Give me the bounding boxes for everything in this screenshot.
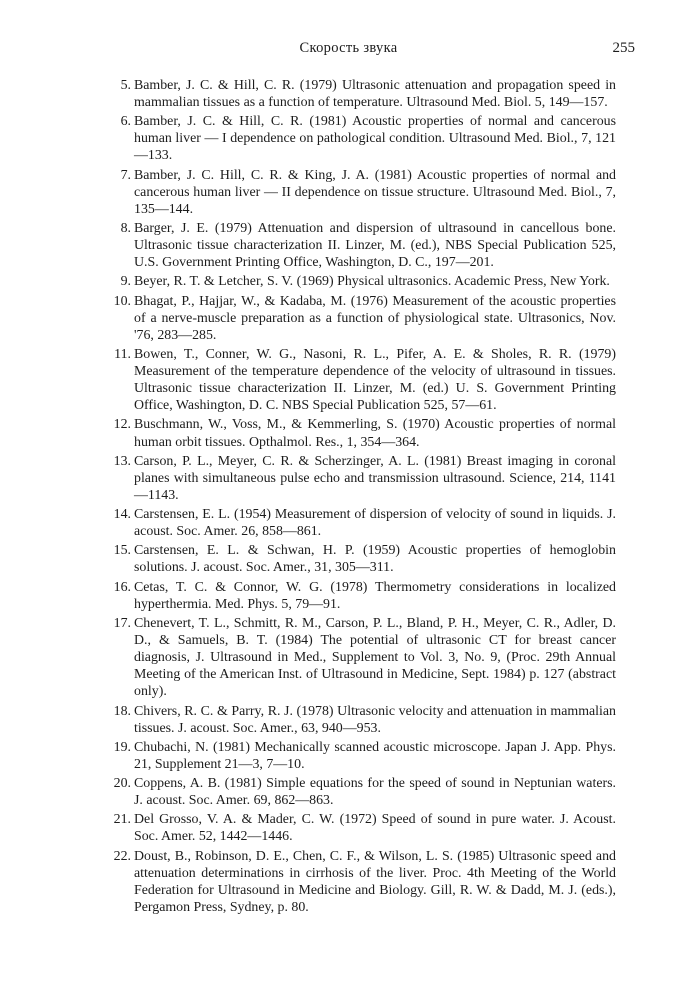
reference-number: 13. (113, 453, 131, 469)
reference-item (0, 579, 616, 613)
reference-text: Bamber, J. C. Hill, C. R. & King, J. A. (1981) Acoustic properties of normal and cancerous human liver — II dependence on tissue structure. Ultrasound Med. Biol., 7, 135—144. (134, 167, 616, 217)
reference-text: Doust, B., Robinson, D. E., Chen, C. F., & Wilson, L. S. (1985) Ultrasonic speed and attenuation determinations in cirrhosis of the liver. Proc. 4th Meeting of the World Federation for Ultrasound in Medicine and Biology. Gill, R. W. & Dadd, M. J. (eds.), Pergamon Press, Sydney, p. 80. (134, 848, 616, 915)
reference-item (0, 113, 616, 164)
reference-number: 5. (120, 78, 131, 93)
page-number: 255 (612, 40, 635, 56)
reference-item (0, 506, 616, 540)
reference-item (0, 416, 616, 450)
reference-item (0, 77, 616, 111)
reference-item (0, 167, 616, 218)
reference-number: 20. (113, 776, 131, 792)
reference-text: Chubachi, N. (1981) Mechanically scanned acoustic microscope. Japan J. App. Phys. 21, Supplement 21—3, 7—10. (134, 739, 616, 772)
reference-item (0, 453, 616, 504)
reference-number: 9. (120, 274, 131, 290)
reference-text: Del Grosso, V. A. & Mader, C. W. (1972) Speed of sound in pure water. J. Acoust. Soc. Amer. 52, 1442—1446. (134, 812, 616, 845)
reference-number: 18. (113, 703, 131, 719)
reference-text: Bhagat, P., Hajjar, W., & Kadaba, M. (1976) Measurement of the acoustic properties of a nerve-muscle preparation as a function of physiological state. Ultrasonics, Nov. '76, 283—285. (134, 293, 616, 343)
reference-item (0, 220, 616, 271)
reference-item (0, 542, 616, 576)
reference-number: 22. (113, 848, 131, 864)
reference-item (0, 615, 616, 700)
reference-number: 14. (113, 507, 131, 523)
reference-number: 21. (113, 812, 131, 828)
reference-item (0, 703, 616, 737)
running-title: Скорость звука (299, 40, 398, 56)
reference-number: 12. (113, 417, 131, 433)
reference-text: Chivers, R. C. & Parry, R. J. (1978) Ultrasonic velocity and attenuation in mammalian tissues. J. acoust. Soc. Amer., 63, 940—953. (134, 703, 616, 736)
reference-list (0, 77, 697, 918)
reference-text: Chenevert, T. L., Schmitt, R. M., Carson, P. L., Bland, P. H., Meyer, C. R., Adler, D. D., & Samuels, B. T. (1984) The potential of ultrasonic CT for breast cancer diagnosis, J. Ultrasound in Med., Supplement to Vol. 3, No. 9, (Proc. 29th Annual Meeting of the American Inst. of Ultrasound in Medicine, Sept. 1984) p. 127 (abstract only). (134, 615, 616, 700)
reference-item (0, 775, 616, 809)
reference-item (0, 739, 616, 773)
reference-text: Beyer, R. T. & Letcher, S. V. (1969) Physical ultrasonics. Academic Press, New York. (134, 274, 610, 290)
reference-item (0, 848, 616, 916)
reference-text: Carson, P. L., Meyer, C. R. & Scherzinger, A. L. (1981) Breast imaging in coronal planes with simultaneous pulse echo and transmission ultrasound. Science, 214, 1141—1143. (134, 453, 616, 503)
reference-number: 15. (113, 543, 131, 559)
reference-text: Coppens, A. B. (1981) Simple equations for the speed of sound in Neptunian waters. J. acoust. Soc. Amer. 69, 862—863. (134, 776, 616, 809)
reference-item (0, 293, 616, 344)
reference-number: 10. (113, 293, 131, 309)
reference-item (0, 273, 616, 290)
reference-text: Barger, J. E. (1979) Attenuation and dispersion of ultrasound in cancellous bone. Ultrasonic tissue characterization II. Linzer, M. (ed.), NBS Special Publication 525, U.S. Government Printing Office, Washington, D. C., 197—201. (134, 221, 616, 271)
reference-number: 8. (120, 221, 131, 237)
reference-text: Carstensen, E. L. & Schwan, H. P. (1959) Acoustic properties of hemoglobin solutions. J. acoust. Soc. Amer., 31, 305—311. (134, 543, 616, 576)
reference-item (0, 811, 616, 845)
reference-number: 6. (120, 114, 131, 130)
reference-number: 11. (114, 346, 131, 362)
reference-number: 7. (120, 167, 131, 183)
reference-text: Cetas, T. C. & Connor, W. G. (1978) Thermometry considerations in localized hyperthermia. Med. Phys. 5, 79—91. (134, 579, 616, 612)
reference-text: Buschmann, W., Voss, M., & Kemmerling, S. (1970) Acoustic properties of normal human orbit tissues. Opthalmol. Res., 1, 354—364. (134, 417, 616, 450)
reference-item (0, 346, 616, 414)
reference-text: Carstensen, E. L. (1954) Measurement of dispersion of velocity of sound in liquids. J. acoust. Soc. Amer. 26, 858—861. (134, 507, 616, 540)
reference-text: Bamber, J. C. & Hill, C. R. (1981) Acoustic properties of normal and cancerous human liver — I dependence on pathological condition. Ultrasound Med. Biol., 7, 121—133. (134, 114, 616, 164)
reference-number: 19. (113, 739, 131, 755)
reference-text: Bowen, T., Conner, W. G., Nasoni, R. L., Pifer, A. E. & Sholes, R. R. (1979) Measurement of the temperature dependence of the velocity of ultrasound in tissues. Ultrasonic tissue characterization II. Linzer, M. (ed.) U. S. Government Printing Office, Washington, D. C. NBS Special Publication 525, 57—61. (134, 346, 616, 414)
reference-number: 16. (113, 579, 131, 595)
reference-text: Bamber, J. C. & Hill, C. R. (1979) Ultrasonic attenuation and propagation speed in mammalian tissues as a function of temperature. Ultrasound Med. Biol. 5, 149—157. (134, 78, 616, 111)
page-header (0, 40, 697, 60)
reference-number: 17. (113, 615, 131, 631)
